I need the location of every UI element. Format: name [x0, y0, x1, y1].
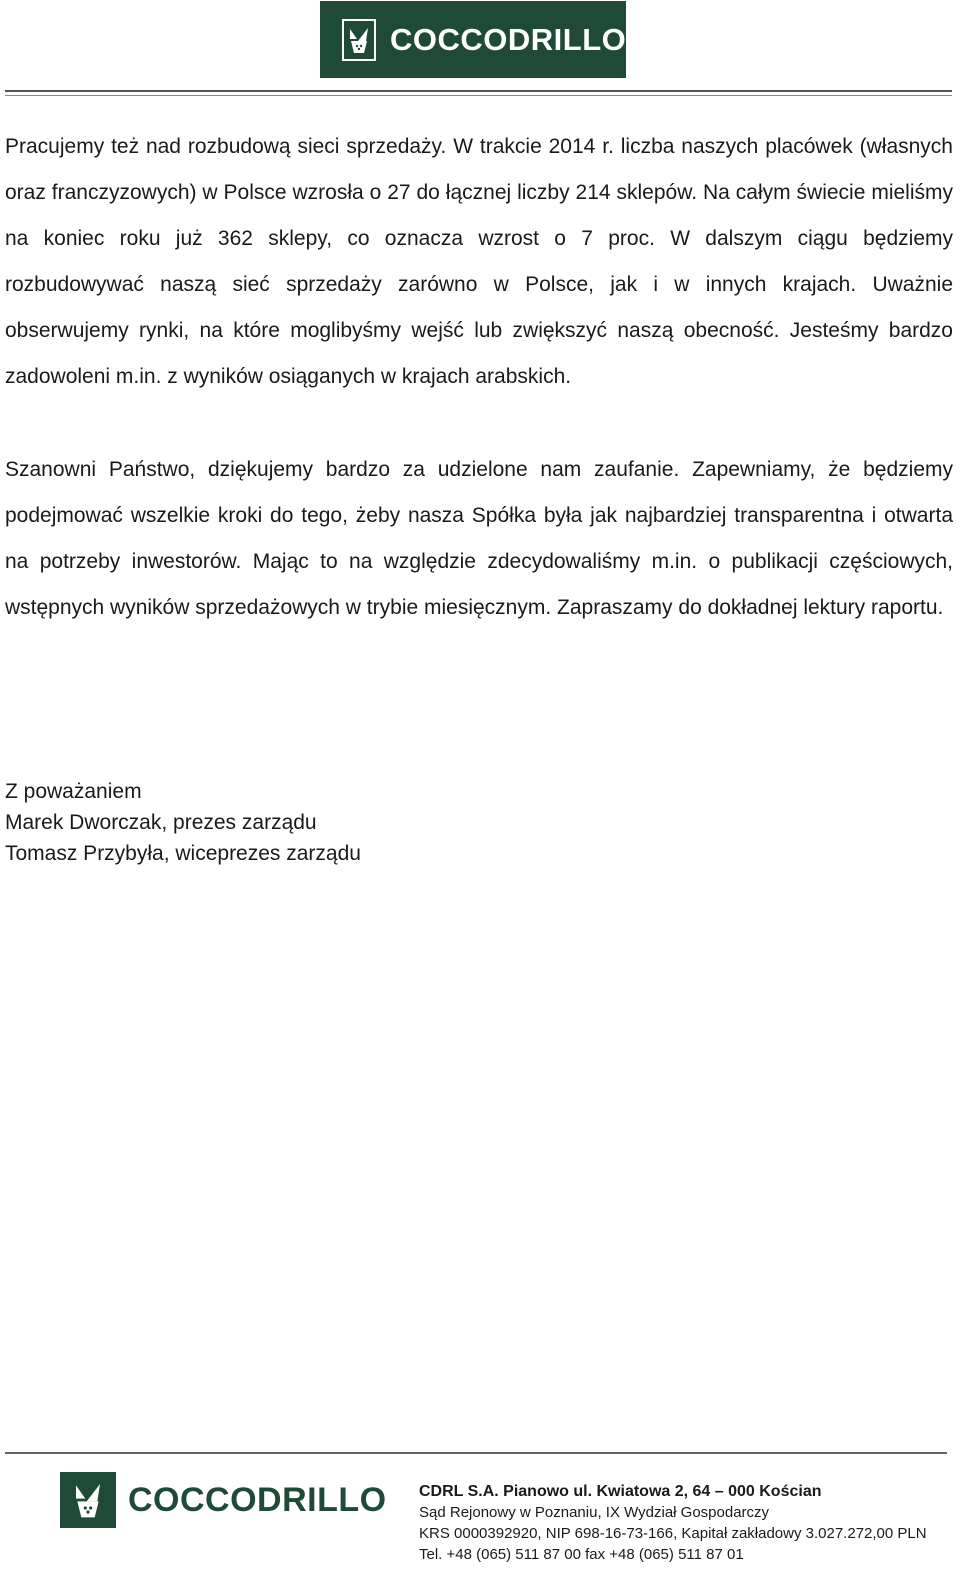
company-details — [419, 1481, 954, 1565]
signatory-ceo: Marek Dworczak, prezes zarządu — [5, 811, 317, 834]
contact-phone-fax: Tel. +48 (065) 511 87 00 fax +48 (065) 511 87 01 — [419, 1546, 744, 1563]
signature-block — [5, 776, 361, 869]
flowerpot-logo-icon — [342, 19, 376, 61]
court-registration: Sąd Rejonowy w Poznaniu, IX Wydział Gospodarczy — [419, 1504, 770, 1521]
paragraph-sales-network: Pracujemy też nad rozbudową sieci sprzedaży. W trakcie 2014 r. liczba naszych placówek (własnych oraz franczyzowych) w Polsce wzrosła o 27 do łącznej liczby 214 sklepów. Na całym świecie mieliśmy na koniec roku już 362 sklepy, co oznacza wzrost o 7 proc. W dalszym ciągu będziemy rozbudowywać naszą sieć sprzedaży zarówno w Polsce, jak i w innych krajach. Uważnie obserwujemy rynki, na które moglibyśmy wejść lub zwiększyć naszą obecność. Jesteśmy bardzo zadowoleni m.in. z wyników osiąganych w krajach arabskich. — [5, 135, 953, 388]
brand-wordmark: COCCODRILLO — [128, 1480, 387, 1519]
header-divider — [5, 90, 952, 92]
header-logo — [320, 1, 631, 78]
registry-numbers: KRS 0000392920, NIP 698-16-73-166, Kapitał zakładowy 3.027.272,00 PLN — [419, 1525, 927, 1542]
paragraph-investor-thanks: Szanowni Państwo, dziękujemy bardzo za udzielone nam zaufanie. Zapewniamy, że będziemy podejmować wszelkie kroki do tego, żeby nasza Spółka była jak najbardziej transparentna i otwarta na potrzeby inwestorów. Mając to na względzie zdecydowaliśmy m.in. o publikacji częściowych, wstępnych wyników sprzedażowych w trybie miesięcznym. Zapraszamy do dokładnej lektury raportu. — [5, 458, 953, 619]
closing-phrase: Z poważaniem — [5, 780, 142, 803]
signatory-vice-ceo: Tomasz Przybyła, wiceprezes zarządu — [5, 842, 361, 865]
header-divider-thin — [5, 95, 952, 96]
footer-divider — [5, 1452, 947, 1454]
footer-logo — [60, 1472, 387, 1528]
flowerpot-logo-icon — [60, 1472, 116, 1528]
brand-wordmark: COCCODRILLO• — [390, 21, 631, 57]
company-address: CDRL S.A. Pianowo ul. Kwiatowa 2, 64 – 000 Kościan — [419, 1483, 822, 1500]
